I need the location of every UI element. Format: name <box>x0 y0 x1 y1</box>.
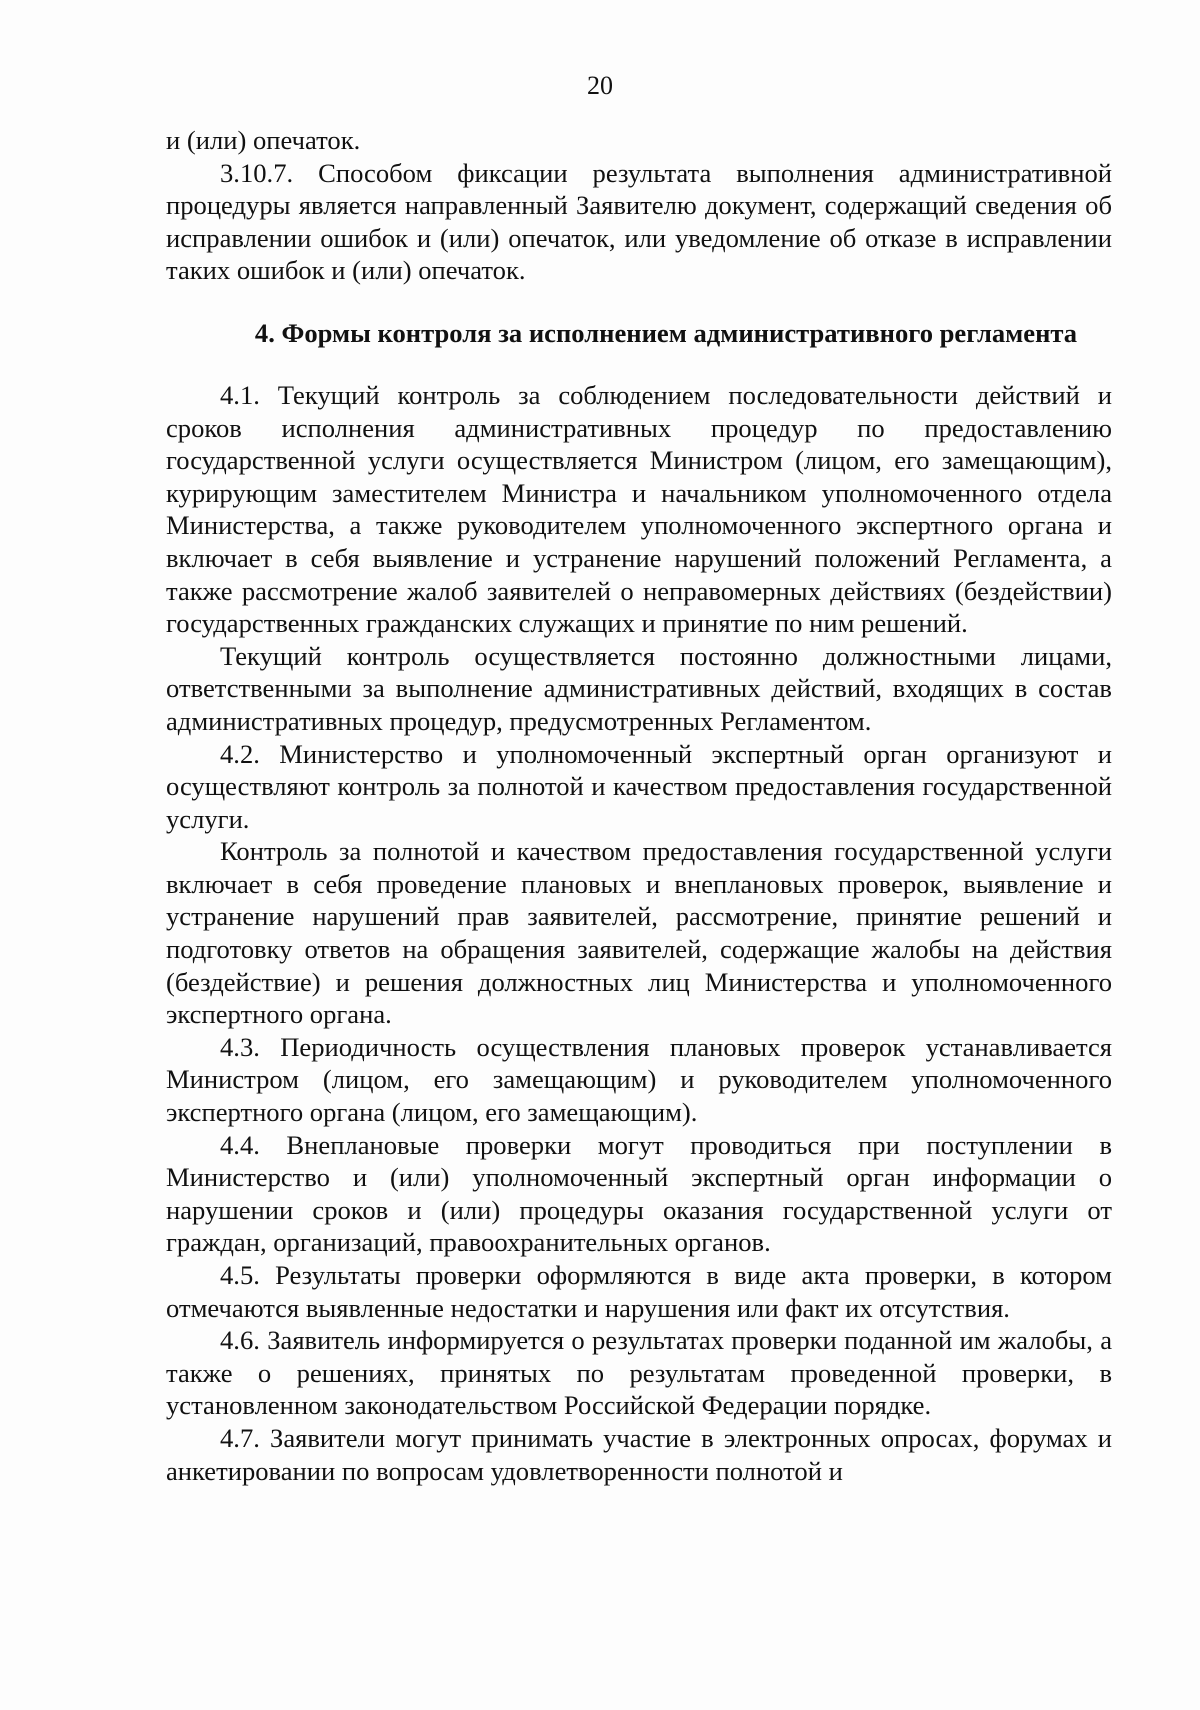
paragraph-4-2: 4.2. Министерство и уполномоченный экспертный орган организуют и осуществляют контроль за полнотой и качеством предоставления государственной услуги. <box>166 738 1112 834</box>
paragraph-3-10-7: 3.10.7. Способом фиксации результата выполнения административной процедуры является направленный Заявителю документ, содержащий сведения об исправлении ошибок и (или) опечаток, или уведомление об отказе в исправлении таких ошибок и (или) опечаток. <box>166 157 1112 286</box>
paragraph-4-1: 4.1. Текущий контроль за соблюдением последовательности действий и сроков исполнения административных процедур по предоставлению государственной услуги осуществляется Министром (лицом, его замещающим), курирующим заместителем Министра и начальником уполномоченного отдела Министерства, а также руководителем уполномоченного экспертного органа и включает в себя выявление и устранение нарушений положений Регламента, а также рассмотрение жалоб заявителей о неправомерных действиях (бездействии) государственных гражданских служащих и принятие по ним решений. <box>166 379 1112 639</box>
paragraph-4-7: 4.7. Заявители могут принимать участие в электронных опросах, форумах и анкетировании по вопросам удовлетворенности полнотой и <box>166 1422 1112 1486</box>
paragraph-quality-control: Контроль за полнотой и качеством предоставления государственной услуги включает в себя проведение плановых и внеплановых проверок, выявление и устранение нарушений прав заявителей, рассмотрение, принятие решений и подготовку ответов на обращения заявителей, содержащие жалобы на действия (бездействие) и решения должностных лиц Министерства и уполномоченного экспертного органа. <box>166 836 1112 1030</box>
section-heading: 4. Формы контроля за исполнением административного регламента <box>254 317 1078 348</box>
paragraph-current-control: Текущий контроль осуществляется постоянно должностными лицами, ответственными за выполнение административных действий, входящих в состав административных процедур, предусмотренных Регламентом. <box>166 640 1112 736</box>
paragraph-continuation: и (или) опечаток. <box>166 125 361 155</box>
paragraph-4-4: 4.4. Внеплановые проверки могут проводиться при поступлении в Министерство и (или) уполномоченный экспертный орган информации о нарушении сроков и (или) процедуры оказания государственной услуги от граждан, организаций, правоохранительных органов. <box>166 1129 1112 1258</box>
paragraph-4-5: 4.5. Результаты проверки оформляются в виде акта проверки, в котором отмечаются выявленные недостатки и нарушения или факт их отсутствия. <box>166 1260 1112 1323</box>
document-body <box>166 124 1112 1487</box>
page-number: 20 <box>587 71 613 100</box>
paragraph-4-6: 4.6. Заявитель информируется о результатах проверки поданной им жалобы, а также о решениях, принятых по результатам проведенной проверки, в установленном законодательством Российской Федерации порядке. <box>166 1325 1112 1421</box>
paragraph-4-3: 4.3. Периодичность осуществления плановых проверок устанавливается Министром (лицом, его замещающим) и руководителем уполномоченного экспертного органа (лицом, его замещающим). <box>166 1031 1112 1128</box>
